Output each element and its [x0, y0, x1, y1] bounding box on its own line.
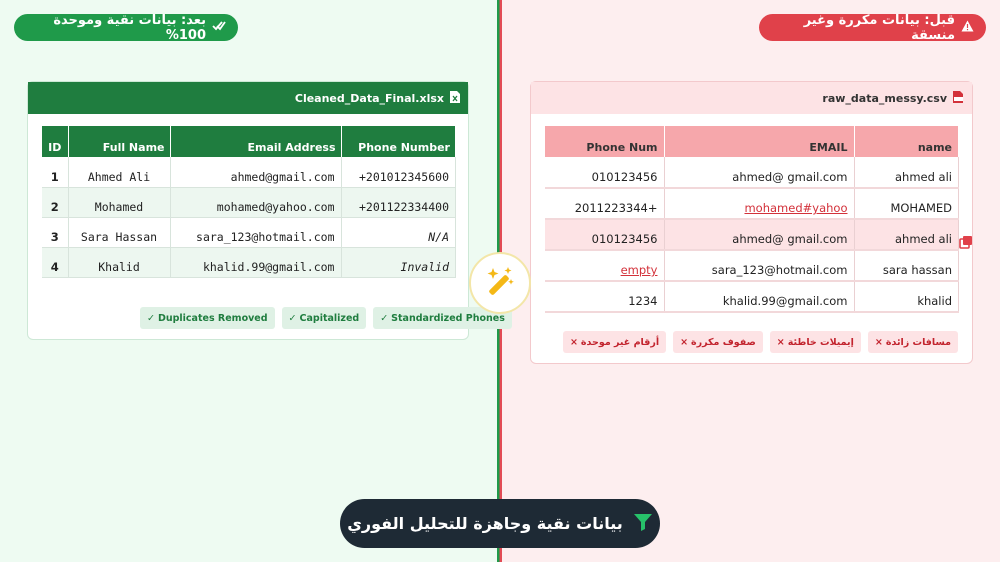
messy-data-table	[545, 126, 959, 313]
table-row	[42, 157, 456, 187]
cell-id: 3	[42, 217, 68, 247]
cell-phone: 1234	[545, 281, 664, 312]
header-email: EMAIL	[664, 126, 854, 157]
cell-email: khalid.99@gmail.com	[664, 281, 854, 312]
warning-icon	[961, 20, 974, 35]
cell-name: Ahmed Ali	[68, 157, 170, 187]
cell-name: Mohamed	[68, 187, 170, 217]
messy-card-header	[531, 82, 972, 114]
tag-standardized-phones: ✓ Standardized Phones	[373, 307, 512, 329]
banner-label: بيانات نقية وجاهزة للتحليل الفوري	[347, 514, 623, 533]
cell-phone: 010123456	[545, 219, 664, 250]
header-full-name: Full Name	[68, 126, 170, 157]
tag-invalid-emails: إيميلات خاطئة ×	[770, 331, 861, 353]
messy-data-card	[530, 81, 973, 364]
cell-email: ahmed@gmail.com	[170, 157, 341, 187]
cell-phone: 2011223344+	[545, 188, 664, 219]
check-icon: ✓	[380, 312, 389, 324]
csv-file-icon	[953, 91, 964, 106]
before-pill-label: قبل: بيانات مكررة وغير منسقة	[803, 12, 955, 43]
tag-capitalized: ✓ Capitalized	[282, 307, 367, 329]
before-status-pill	[759, 14, 986, 41]
cell-name: khalid	[854, 281, 959, 312]
empty-value: empty	[620, 263, 658, 277]
cell-email: sara_123@hotmail.com	[170, 217, 341, 247]
clean-data-card	[27, 81, 505, 340]
table-row	[545, 281, 959, 312]
cell-email: khalid.99@gmail.com	[170, 247, 341, 277]
cell-name: Khalid	[68, 247, 170, 277]
excel-file-icon	[450, 91, 460, 106]
tag-duplicates-removed: ✓ Duplicates Removed	[140, 307, 275, 329]
header-phone: Phone Number	[341, 126, 456, 157]
x-icon: ×	[569, 336, 578, 348]
table-row-duplicate	[545, 219, 959, 250]
check-icon: ✓	[288, 312, 297, 324]
clean-data-table	[42, 126, 456, 278]
table-row	[545, 250, 959, 281]
tag-extra-spaces: مسافات زائدة ×	[868, 331, 958, 353]
cell-email: sara_123@hotmail.com	[664, 250, 854, 281]
cell-email	[664, 188, 854, 219]
cell-email: mohamed@yahoo.com	[170, 187, 341, 217]
cell-email: ahmed@ gmail.com	[664, 219, 854, 250]
header-phone-num: Phone Num	[545, 126, 664, 157]
x-icon: ×	[874, 336, 883, 348]
funnel-icon	[633, 513, 653, 535]
cell-id: 2	[42, 187, 68, 217]
cell-name: sara hassan	[854, 250, 959, 281]
cell-phone: Invalid	[341, 247, 456, 277]
table-row	[42, 247, 456, 277]
magic-wand-icon	[483, 264, 517, 302]
cell-name: ahmed ali	[854, 157, 959, 188]
table-row	[545, 157, 959, 188]
cell-id: 1	[42, 157, 68, 187]
after-pill-label: بعد: بيانات نقية وموحدة 100%	[53, 12, 206, 43]
after-status-pill	[14, 14, 238, 41]
header-id: ID	[42, 126, 68, 157]
header-name: name	[854, 126, 959, 157]
clean-card-header	[28, 82, 468, 114]
cell-id: 4	[42, 247, 68, 277]
cell-phone: 010123456	[545, 157, 664, 188]
tag-unstandardized-numbers: أرقام غير موحدة ×	[563, 331, 666, 353]
x-icon: ×	[680, 336, 689, 348]
messy-tags	[563, 331, 958, 353]
cell-phone: +201012345600	[341, 157, 456, 187]
clean-tags	[140, 307, 512, 329]
table-row	[42, 187, 456, 217]
table-row	[42, 217, 456, 247]
cell-name: MOHAMED	[854, 188, 959, 219]
duplicate-icon	[960, 233, 972, 245]
messy-file-name: raw_data_messy.csv	[822, 91, 947, 105]
tag-duplicate-rows: صفوف مكررة ×	[673, 331, 763, 353]
cell-email: ahmed@ gmail.com	[664, 157, 854, 188]
table-row	[545, 188, 959, 219]
x-icon: ×	[776, 336, 785, 348]
cell-phone: +201122334400	[341, 187, 456, 217]
cell-phone	[545, 250, 664, 281]
header-email: Email Address	[170, 126, 341, 157]
magic-wand-badge	[469, 252, 531, 314]
cell-name: Sara Hassan	[68, 217, 170, 247]
bottom-banner	[340, 499, 660, 548]
invalid-email: mohamed#yahoo	[744, 201, 848, 215]
check-icon: ✓	[147, 312, 155, 324]
double-check-icon	[212, 20, 226, 35]
cell-name: ahmed ali	[854, 219, 959, 250]
clean-file-name: Cleaned_Data_Final.xlsx	[294, 91, 444, 105]
cell-phone: N/A	[341, 217, 456, 247]
